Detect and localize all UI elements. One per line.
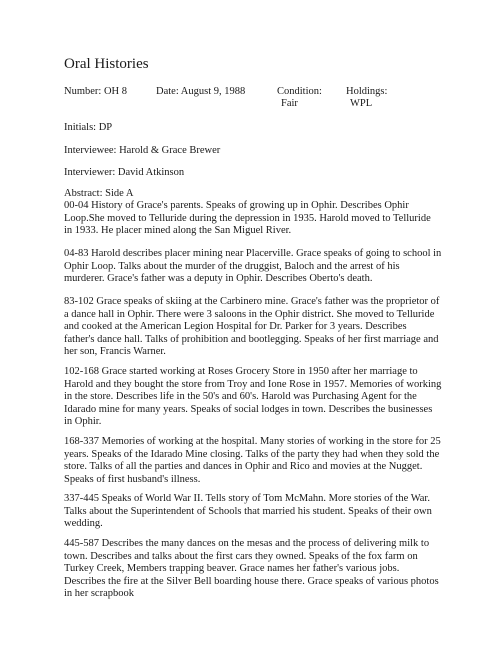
condition-value: Fair [281,98,298,109]
segment-line: 445-587 Describes the many dances on the mesas and the process of delivering milk to [64,538,430,549]
segment-line: 00-04 History of Grace's parents. Speaks of growing up in Ophir. Describes Ophir [64,200,409,211]
segment-line: store. Talks of all the parties and dances in Ophir and Rico and movies at the Nugget. [64,461,423,473]
segment-line: town. Describes and talks about the first cars they owned. Speaks of the fox farm on [64,550,418,562]
abstract-heading: Abstract: Side A [64,188,134,199]
segment-line: in 1933. He placer mined along the San Miguel River. [64,225,292,237]
abstract-segment [64,296,448,359]
segment-line: Describes the fire at the Silver Bell boarding house there. Grace speaks of various photos [64,575,439,587]
segment-line: in her scrapbook [64,588,134,600]
segment-line: Ophir Loop. Talks about the murder of the druggist, Baloch and the arrest of his [64,260,400,272]
segment-line: Talks about the Superintendent of Schools that married his student. Speaks of their own [64,505,432,517]
condition-label: Condition: [277,86,322,97]
segment-line: Speaks of first husband's illness. [64,473,201,485]
segment-line: murderer. Grace's father was a deputy in Ophir. Describes Oberto's death. [64,273,373,285]
holdings-label: Holdings: [346,86,388,97]
segment-line: and cooked at the American Legion Hospital for Dr. Parker for 3 years. Describes [64,321,407,333]
segment-line: in Ophir. [64,416,102,428]
segment-line: Harold and they bought the store from Troy and Ione Rose in 1957. Memories of working [64,378,442,390]
abstract-segment [64,248,448,286]
oral-history-number: Number: OH 8 [64,86,127,97]
abstract-segment [64,493,448,531]
interview-date: Date: August 9, 1988 [156,86,246,97]
abstract-segment [64,538,448,601]
holdings-value: WPL [350,98,373,109]
segment-line: 04-83 Harold describes placer mining near Placerville. Grace speaks of going to school in [64,248,442,259]
segment-line: Turkey Creek, Members trapping beaver. Grace names her father's various jobs. [64,563,400,575]
abstract-segment [64,200,448,238]
segment-line: 83-102 Grace speaks of skiing at the Carbinero mine. Grace's father was the proprietor of [64,296,440,307]
segment-line: 168-337 Memories of working at the hospital. Many stories of working in the store for 25 [64,436,441,447]
segment-line: father's dance hall. Talks of prohibition and bootlegging. Speaks of her first marriage and [64,333,439,345]
abstract-segment [64,436,448,486]
segment-line: 102-168 Grace started working at Roses Grocery Store in 1950 after her marriage to [64,366,418,377]
segment-line: Idarado mine for many years. Speaks of social lodges in town. Describes the businesses [64,403,433,415]
segment-line: Loop.She moved to Telluride during the depression in 1935. Harold moved to Telluride [64,212,431,224]
segment-line: a dance hall in Ophir. There were 3 saloons in the Ophir district. She moved to Telluride [64,308,435,320]
condition-field [277,86,322,110]
segment-line: wedding. [64,518,103,530]
holdings-field [346,86,387,110]
interviewer: Interviewer: David Atkinson [64,167,185,178]
interviewee: Interviewee: Harold & Grace Brewer [64,145,221,156]
segment-line: her son, Francis Warner. [64,346,166,358]
initials: Initials: DP [64,122,113,133]
document-title: Oral Histories [64,56,149,72]
segment-line: years. Speaks of the Idarado Mine closing. Talks of the party they had when they sold the [64,448,440,460]
segment-line: in the store. Describes life in the 50's and 60's. Harold was Purchasing Agent for the [64,391,417,403]
segment-line: 337-445 Speaks of World War II. Tells story of Tom McMahn. More stories of the War. [64,493,430,504]
abstract-segment [64,366,448,429]
